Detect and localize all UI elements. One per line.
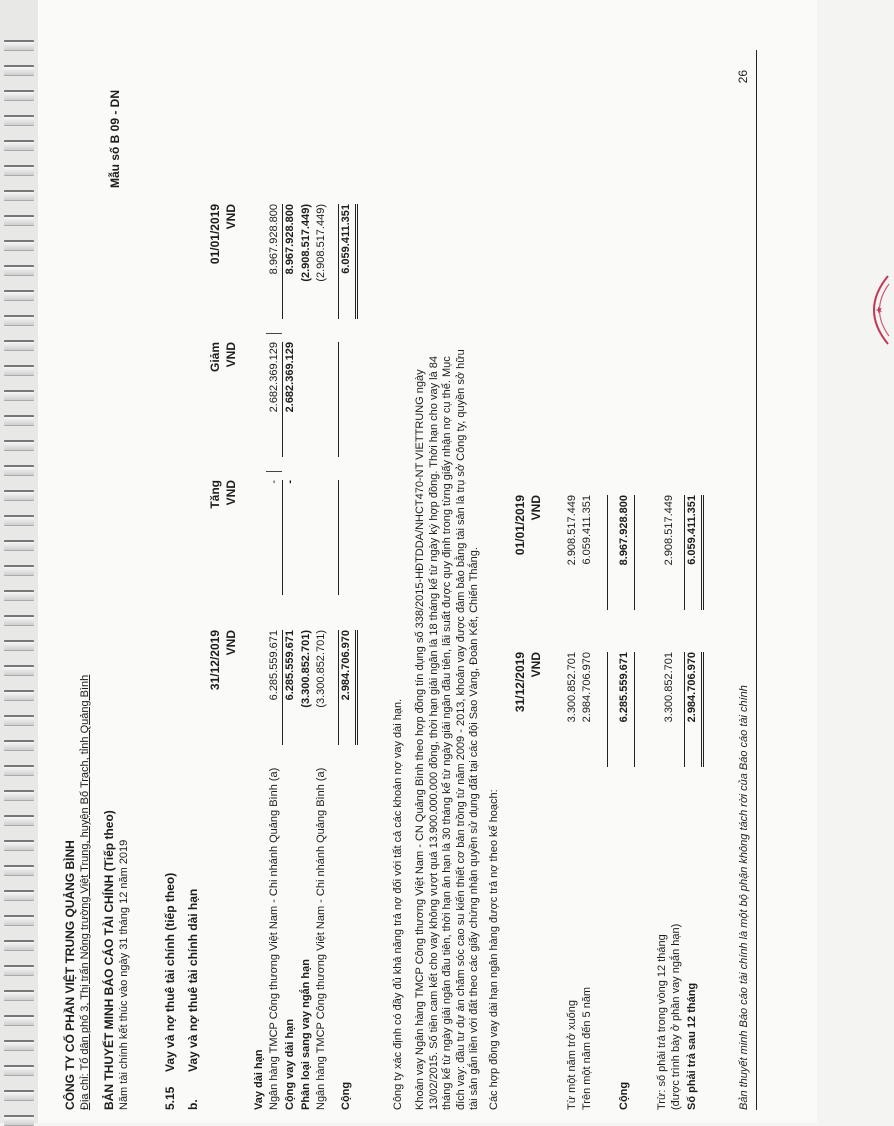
binding-ring (4, 290, 34, 301)
table-cell: 3.300.852.701 (663, 652, 675, 723)
paragraph-line: tài sản gắn liền với đất theo các giấy chứng nhận quyền sử dụng đất tại các đội Sao Vàng, Đoàn Kết, Chiến Thắng. (468, 547, 480, 1110)
company-address: Địa chỉ: Tổ dân phố 3, Thị trấn Nông trường Việt Trung, huyện Bố Trạch, tỉnh Quảng Bình (79, 674, 91, 1110)
total-rule (634, 652, 635, 767)
binding-ring (4, 990, 34, 1001)
table-cell: 6.285.559.671 (268, 630, 280, 701)
binding-ring (4, 40, 34, 51)
col-header-unit: VND (224, 480, 238, 506)
report-period: Năm tài chính kết thúc vào ngày 31 tháng 12 năm 2019 (118, 839, 130, 1110)
binding-ring (4, 740, 34, 751)
binding-ring (4, 190, 34, 201)
binding-ring (4, 140, 34, 151)
binding-ring (4, 840, 34, 851)
col-header-date: 31/12/2019 (208, 630, 222, 691)
subtotal-rule (607, 652, 608, 767)
company-name: CÔNG TY CỔ PHẦN VIỆT TRUNG QUẢNG BÌNH (63, 840, 77, 1110)
table-row-label: Trừ: số phải trả trong vòng 12 tháng (656, 934, 668, 1110)
paragraph-line: 13/02/2015. Số tiền cam kết cho vay không vượt quá 13.900.000.000 đồng, thời hạn giải ngân là 18 tháng kể từ ngày ký hợp đồng. Thời hạn cho vay là 84 (427, 355, 440, 1110)
binding-ring (4, 1040, 34, 1051)
binding-ring (4, 590, 34, 601)
col-header-unit: VND (224, 204, 238, 230)
subtotal-rule (684, 652, 685, 767)
table-row-label: Từ một năm trở xuống (566, 1000, 578, 1110)
table-cell: 2.682.369.129 (284, 342, 296, 413)
binding-ring (4, 465, 34, 476)
table-cell: (3.300.852.701) (300, 630, 312, 708)
paragraph-line: đích vay: đầu tư dự án chăm sóc cao su kiến thiết cơ bản trồng từ năm 2009 - 2013, khoản vay được đảm bảo bằng tài sản là trụ sở Công ty, quyền sở hữu (454, 349, 467, 1110)
table-cell: 2.682.369.129 (268, 342, 280, 413)
table-row-sublabel: (được trình bày ở phần vay ngắn hạn) (670, 923, 682, 1110)
table-cell: 6.059.411.351 (686, 495, 698, 565)
binding-ring (4, 640, 34, 651)
solvency-note: Công ty xác định có đầy đủ khả năng trả nợ đối với tất cả các khoản nợ vay dài hạn. (392, 698, 404, 1110)
total-rule (338, 342, 339, 457)
binding-ring (4, 90, 34, 101)
col-header-date: Giảm (208, 342, 222, 373)
binding-ring (4, 490, 34, 501)
binding-ring (4, 540, 34, 551)
section-title: Vay và nợ thuê tài chính (tiếp theo) (163, 872, 177, 1072)
binding-ring (4, 1115, 34, 1126)
table-cell: (2.908.517.449) (300, 204, 312, 282)
binding-ring (4, 665, 34, 676)
subtotal-rule (607, 495, 608, 610)
binding-ring (4, 815, 34, 826)
total-rule (634, 495, 635, 610)
binding-ring (4, 965, 34, 976)
report-title: BẢN THUYẾT MINH BÁO CÁO TÀI CHÍNH (Tiếp theo) (102, 810, 116, 1110)
total-rule (338, 630, 339, 745)
binding-ring (4, 940, 34, 951)
paragraph-line: tháng kể từ ngày giải ngân đầu tiên, thời hạn ân hạn là 30 tháng kể từ ngày giải ngân đầu tiên, lãi suất được quy định trong từng giấy nhận nợ cụ thể. Mục (441, 356, 453, 1110)
binding-ring (4, 615, 34, 626)
binding-ring (4, 865, 34, 876)
binding-ring (4, 915, 34, 926)
table-cell: 8.967.928.800 (284, 204, 296, 275)
double-underline (355, 630, 358, 745)
binding-ring (4, 415, 34, 426)
total-rule (338, 204, 339, 319)
binding-ring (4, 565, 34, 576)
subtotal-rule (282, 204, 283, 319)
table-row-label: Vay dài hạn (253, 1049, 265, 1110)
binding-ring (4, 765, 34, 776)
col-header-date: 01/01/2019 (513, 495, 527, 556)
binding-strip (0, 0, 38, 1123)
table-row-label: Cộng (340, 1081, 352, 1110)
stamp-seal-icon (858, 270, 894, 350)
table-cell: (3.300.852.701) (315, 630, 327, 708)
binding-ring (4, 365, 34, 376)
repayment-plan-intro: Các hợp đồng vay dài hạn ngân hàng được trả nợ theo kế hoạch: (488, 789, 500, 1110)
binding-ring (4, 240, 34, 251)
rotated-content (58, 30, 884, 1110)
binding-ring (4, 65, 34, 76)
binding-ring (4, 1090, 34, 1101)
double-underline (701, 495, 704, 610)
table-row-label: Cộng (618, 1081, 630, 1110)
table-row-label: Số phải trả sau 12 tháng (686, 982, 698, 1110)
double-underline (355, 204, 358, 319)
footer-rule (756, 50, 757, 1110)
svg-text:★: ★ (874, 305, 884, 315)
subtotal-rule (282, 342, 283, 457)
table-row-label: Phân loại sang vay ngắn hạn (300, 959, 312, 1110)
form-code: Mẫu số B 09 - DN (108, 90, 122, 189)
binding-ring (4, 115, 34, 126)
column-separator (266, 471, 282, 472)
subsection-letter: b. (186, 1099, 200, 1110)
binding-ring (4, 890, 34, 901)
section-number: 5.15 (163, 1086, 177, 1110)
binding-ring (4, 440, 34, 451)
subtotal-rule (282, 630, 283, 745)
table-row-label: Ngân hàng TMCP Công thương Việt Nam - Chi nhánh Quảng Bình (a) (315, 767, 327, 1110)
footer-note: Bản thuyết minh Báo cáo tài chính là một bộ phận không tách rời của Báo cáo tài chính (738, 685, 750, 1110)
binding-ring (4, 315, 34, 326)
col-header-unit: VND (224, 630, 238, 656)
double-underline (701, 652, 704, 767)
table-cell: 2.984.706.970 (340, 630, 352, 701)
table-row-label: Cộng vay dài hạn (284, 1018, 296, 1110)
paragraph-line: Khoản vay Ngân hàng TMCP Công thương Việt Nam - CN Quảng Bình theo hợp đồng tín dụng số 338/2015-HĐTDDA/NHCT470-NT VIETTRUNG ngày (414, 369, 426, 1110)
binding-ring (4, 340, 34, 351)
table-cell: 3.300.852.701 (566, 652, 578, 723)
table-row-label: Trên một năm đến 5 năm (581, 986, 593, 1110)
table-cell: - (268, 480, 280, 484)
col-header-unit: VND (529, 495, 543, 521)
binding-ring (4, 690, 34, 701)
table-row-label: Ngân hàng TMCP Công thương Việt Nam - Chi nhánh Quảng Bình (a) (268, 767, 280, 1110)
binding-ring (4, 715, 34, 726)
subtotal-rule (282, 480, 283, 595)
col-header-date: 01/01/2019 (208, 204, 222, 265)
page-number: 26 (736, 70, 750, 84)
table-cell: 2.984.706.970 (581, 652, 593, 723)
table-cell: 6.285.559.671 (284, 630, 296, 701)
binding-ring (4, 215, 34, 226)
table-cell: - (284, 480, 296, 484)
col-header-unit: VND (529, 652, 543, 678)
table-cell: 8.967.928.800 (268, 204, 280, 275)
table-cell: 2.908.517.449 (663, 495, 675, 566)
binding-ring (4, 1015, 34, 1026)
table-cell: 2.908.517.449 (566, 495, 578, 566)
binding-ring (4, 1065, 34, 1076)
binding-ring (4, 515, 34, 526)
table-cell: 6.059.411.351 (340, 204, 352, 274)
binding-ring (4, 265, 34, 276)
col-header-date: Tăng (208, 480, 222, 509)
table-cell: 8.967.928.800 (618, 495, 630, 566)
binding-ring (4, 390, 34, 401)
total-rule (338, 480, 339, 595)
table-cell: 6.285.559.671 (618, 652, 630, 723)
table-cell: 2.984.706.970 (686, 652, 698, 723)
binding-ring (4, 165, 34, 176)
table-cell: (2.908.517.449) (315, 204, 327, 282)
col-header-date: 31/12/2019 (513, 652, 527, 713)
subsection-title: Vay và nợ thuê tài chính dài hạn (186, 888, 200, 1072)
column-separator (266, 333, 282, 334)
table-cell: 6.059.411.351 (581, 495, 593, 565)
col-header-unit: VND (224, 342, 238, 368)
binding-ring (4, 790, 34, 801)
subtotal-rule (684, 495, 685, 610)
